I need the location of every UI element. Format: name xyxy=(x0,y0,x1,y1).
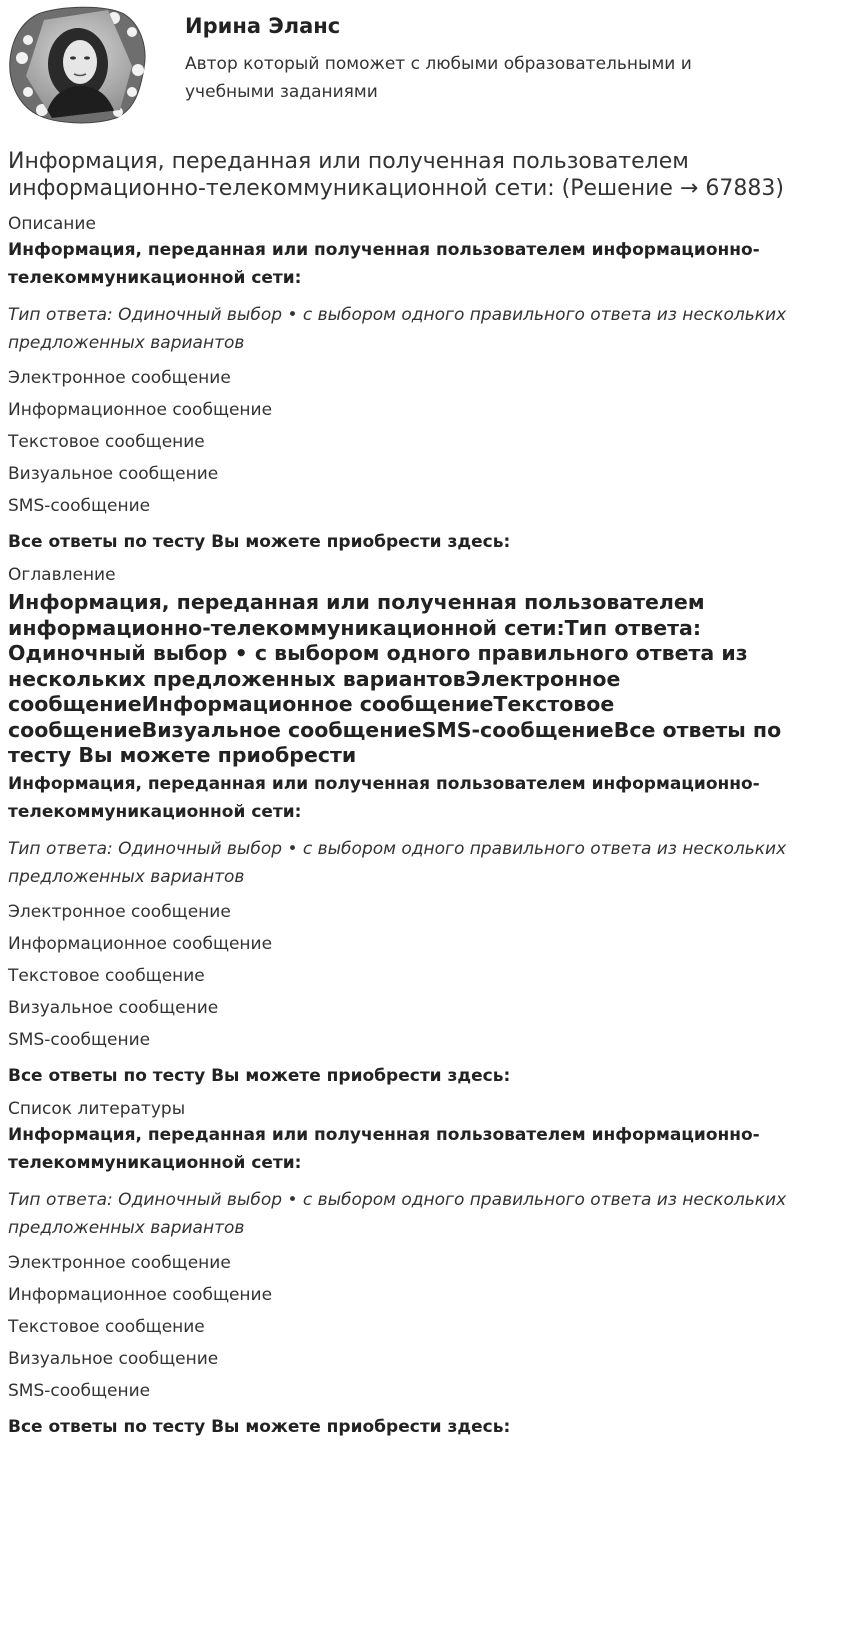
answer-type: Тип ответа: Одиночный выбор • с выбором одного правильного ответа из нескольких предложенных вариантов xyxy=(8,838,787,887)
toc-heading: Информация, переданная или полученная пользователем информационно-телекоммуникационной сети:Тип ответа: Одиночный выбор • с выбором одного правильного ответа из нескольких предложенных вариантовЭлектронное сообщениеИнформационное сообщениеТекстовое сообщениеВизуальное сообщениеSMS-сообщениеВсе ответы по тесту Вы можете приобрести xyxy=(8,590,782,767)
option-item: Визуальное сообщение xyxy=(8,464,219,484)
section-label-toc: Оглавление xyxy=(8,565,116,585)
option-item: Текстовое сообщение xyxy=(8,965,205,986)
option-item: Информационное сообщение xyxy=(8,400,273,420)
option-item: Текстовое сообщение xyxy=(8,432,205,452)
description-section xyxy=(8,213,839,553)
option-item: Электронное сообщение xyxy=(8,901,231,922)
page-title: Информация, переданная или полученная пользователем информационно-телекоммуникационной сети: (Решение → 67883) xyxy=(8,149,784,201)
page xyxy=(8,0,839,1438)
option-item: Визуальное сообщение xyxy=(8,997,219,1018)
buy-answers-note: Все ответы по тесту Вы можете приобрести здесь: xyxy=(8,1065,511,1086)
answer-type: Тип ответа: Одиночный выбор • с выбором одного правильного ответа из нескольких предложенных вариантов xyxy=(8,1189,787,1238)
question-text: Информация, переданная или полученная пользователем информационно-телекоммуникационной сети: xyxy=(8,240,760,288)
option-item: Текстовое сообщение xyxy=(8,1316,205,1337)
author-avatar xyxy=(8,6,150,124)
section-label-literature: Список литературы xyxy=(8,1098,186,1119)
answer-type: Тип ответа: Одиночный выбор • с выбором одного правильного ответа из нескольких предложенных вариантов xyxy=(8,305,787,353)
buy-answers-note: Все ответы по тесту Вы можете приобрести здесь: xyxy=(8,532,511,552)
author-description: Автор который поможет с любыми образовательными и учебными заданиями xyxy=(185,54,692,102)
literature-section xyxy=(8,1098,839,1438)
option-item: Информационное сообщение xyxy=(8,1284,273,1305)
option-item: Информационное сообщение xyxy=(8,933,273,954)
option-item: Электронное сообщение xyxy=(8,368,231,388)
option-item: SMS-сообщение xyxy=(8,496,151,516)
option-item: SMS-сообщение xyxy=(8,1380,151,1401)
question-text: Информация, переданная или полученная пользователем информационно-телекоммуникационной сети: xyxy=(8,773,760,822)
section-label-description: Описание xyxy=(8,214,96,234)
toc-section xyxy=(8,564,839,1087)
buy-answers-note: Все ответы по тесту Вы можете приобрести здесь: xyxy=(8,1416,511,1437)
option-item: SMS-сообщение xyxy=(8,1029,151,1050)
question-text: Информация, переданная или полученная пользователем информационно-телекоммуникационной сети: xyxy=(8,1124,760,1173)
option-item: Визуальное сообщение xyxy=(8,1348,219,1369)
author-card xyxy=(8,0,839,126)
author-name[interactable]: Ирина Эланс xyxy=(185,14,341,38)
option-item: Электронное сообщение xyxy=(8,1252,231,1273)
